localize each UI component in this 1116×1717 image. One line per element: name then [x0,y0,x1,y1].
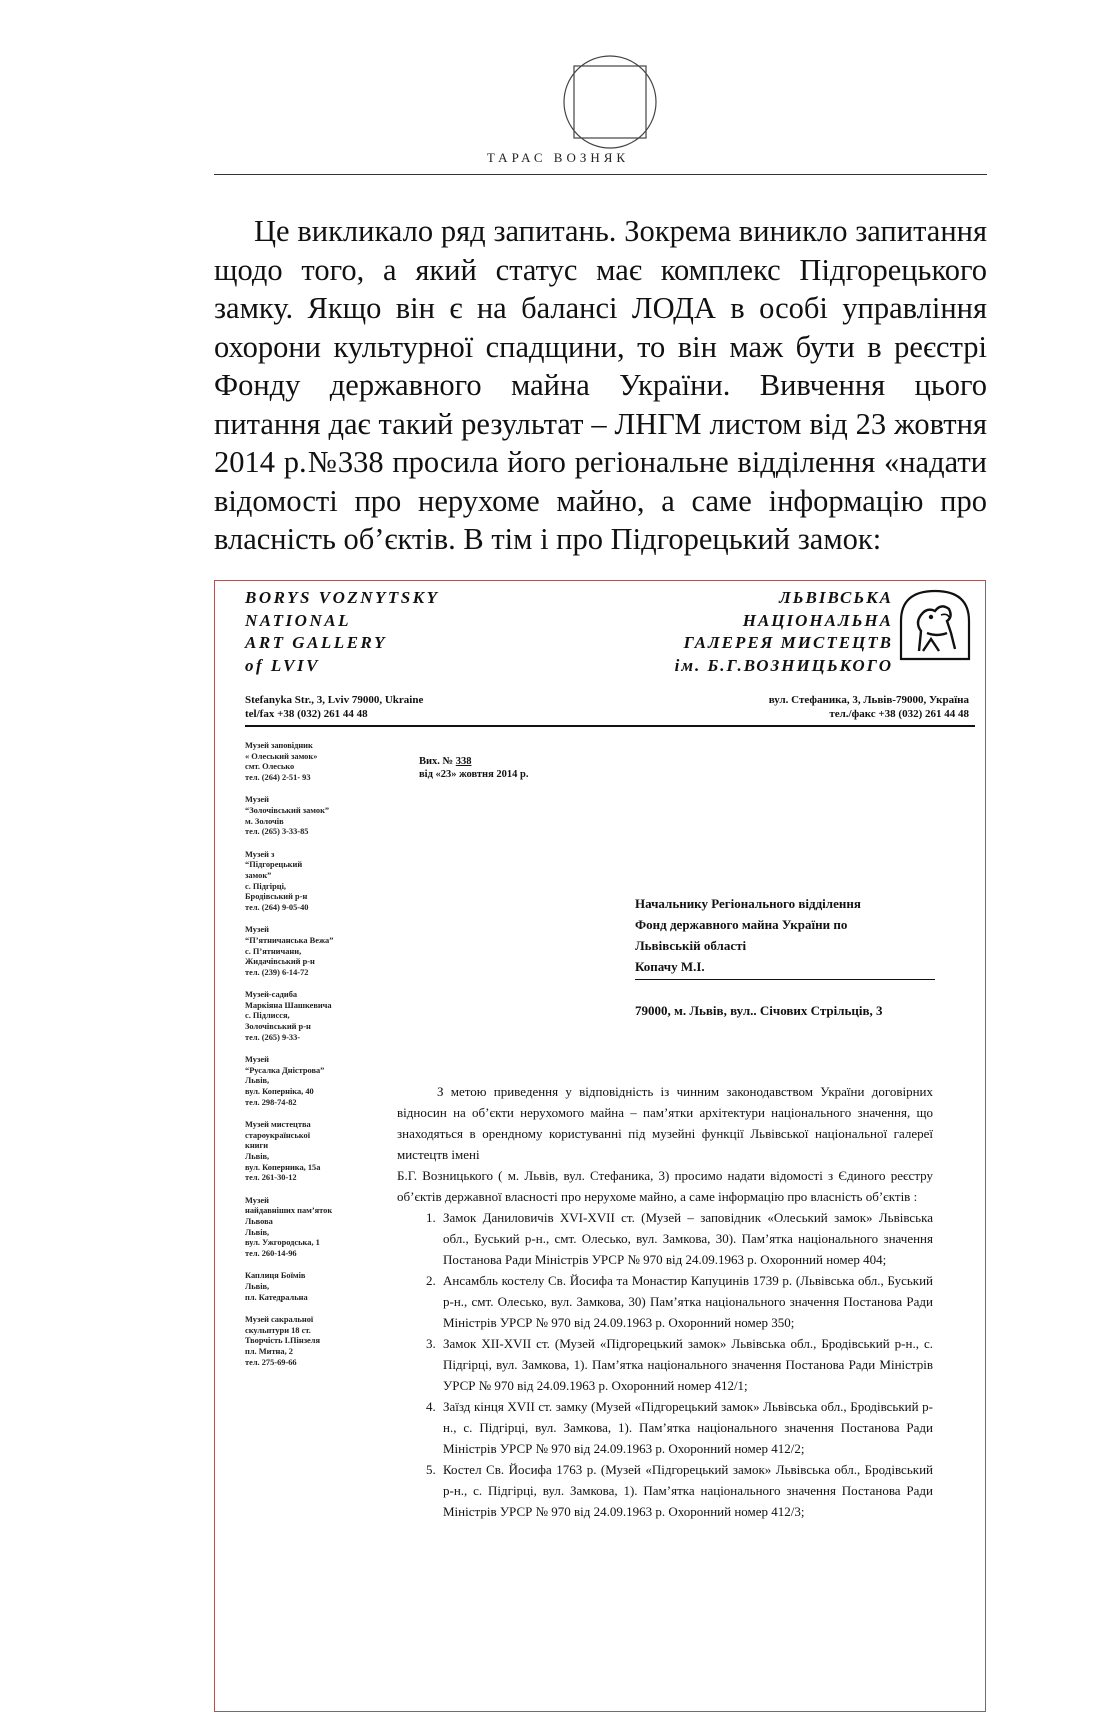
museum-line: скульптури 18 ст. [245,1325,311,1335]
recipient-line: Фонд державного майна України по [635,917,848,932]
museum-line: найдавніших пам’яток [245,1206,333,1216]
museum-line: пл. Катедральна [245,1292,308,1302]
museum-entry [245,1315,385,1368]
reference-date: від «23» жовтня 2014 р. [419,769,529,780]
address-english [245,693,423,721]
museum-entry [245,1196,385,1260]
running-header-author: ТАРАС ВОЗНЯК [486,150,630,165]
museum-entry [245,1120,385,1184]
museum-line: “Русалка Дністрова” [245,1065,325,1075]
museum-line: с. Підлисся, [245,1011,290,1021]
museum-line: тел. 260-14-96 [245,1248,297,1258]
recipient-address: 79000, м. Львів, вул.. Січових Стрільців, 3 [635,1003,883,1018]
museum-line: Музей сакральної [245,1315,314,1325]
header-divider [214,174,987,175]
letterhead-en-line: BORYS VOZNYTSKY [245,588,440,607]
museum-line: “Підгорецький [245,860,303,870]
address-uk-line: тел./факс +38 (032) 261 44 48 [829,708,969,720]
museum-line: вул. Коперника, 15а [245,1162,321,1172]
museum-line: « Олеський замок» [245,751,318,761]
museum-line: Творчість І.Пінзеля [245,1336,321,1346]
museum-line: книги [245,1141,269,1151]
museum-line: смт. Олесько [245,762,295,772]
museum-entry [245,1055,385,1108]
embedded-letter [214,580,986,1712]
reference-number-line [419,755,529,768]
address-ukrainian [769,693,969,721]
museum-line: замок” [245,870,272,880]
museum-line: Львів, [245,1076,270,1086]
museum-line: Музей-садиба [245,990,298,1000]
letterhead-uk-line: ГАЛЕРЕЯ МИСТЕЦТВ [683,633,893,652]
author-logo-icon [560,52,660,152]
address-en-line: Stefanyka Str., 3, Lviv 79000, Ukraine [245,694,424,706]
letter-intro-continued: Б.Г. Возницького ( м. Львів, вул. Стефаника, 3) просимо надати відомості з Єдиного реєстру об’єктів державної власності про нерухоме майно, а саме інформацію про власність об’єктів : [397,1168,933,1204]
museum-line: староукраїнської [245,1130,311,1140]
reference-number: 338 [455,756,472,767]
gallery-lion-emblem-icon [897,587,973,663]
letterhead-uk-line: ЛЬВІВСЬКА [779,588,893,607]
letterhead-divider [245,725,975,727]
letterhead-ukrainian [675,587,893,677]
recipient-line: Львівській області [635,938,747,953]
letterhead-en-line: ART GALLERY [245,633,387,652]
body-paragraph [214,212,987,559]
museum-line: Львів, [245,1152,270,1161]
museum-line: тел. 275-69-66 [245,1357,297,1367]
museum-line: Музей [245,795,269,805]
address-uk-line: вул. Стефаника, 3, Львів-79000, Україна [768,694,969,706]
letterhead-en-line: of LVIV [245,655,320,675]
museum-line: тел. (239) 6-14-72 [245,967,309,977]
museum-line: Жидачівський р-н [245,957,315,967]
recipient-line: Начальнику Регіонального відділення [635,896,861,911]
recipient-divider [635,979,935,980]
museum-line: вул. Ужгородська, 1 [245,1238,320,1248]
museum-line: “П’ятничанська Вежа” [245,935,334,945]
museum-line: тел. (264) 9-05-40 [245,902,309,912]
museum-entry [245,795,385,837]
museum-line: тел. 298-74-82 [245,1097,297,1107]
museum-line: Музей мистецтва [245,1120,311,1130]
letterhead-english [245,587,439,677]
museum-line: Музей [245,1055,269,1065]
letter-body [397,1081,933,1522]
museum-line: Львів, [245,1227,270,1237]
property-item: 1. Замок Даниловичів XVI-XVII ст. (Музей – заповідник «Олеський замок» Львівська обл., Буський р-н., смт. Олесько, вул. Замкова, 30). Пам’ятка національного значення Постанова Ради Міністрів УРСР № 970 від 24.09.1963 р. Охоронний номер 404; [439,1207,933,1270]
recipient-block [635,893,861,977]
museum-line: Золочівський р-н [245,1022,311,1032]
museum-line: тел. 261-30-12 [245,1173,297,1183]
museum-line: Музей [245,1195,269,1205]
property-list [397,1207,933,1522]
museum-line: Музей заповідник [245,741,313,750]
museum-line: тел. (265) 9-33- [245,1032,301,1042]
museum-line: с. Підгірці, [245,881,287,891]
museum-line: “Золочівський замок” [245,805,330,815]
museum-entry [245,925,385,978]
museum-entry [245,1271,385,1303]
museum-entry [245,741,385,783]
museum-line: Маркіяна Шашкевича [245,1000,332,1010]
letterhead-uk-line: НАЦІОНАЛЬНА [742,610,893,630]
letterhead-uk-line: ім. Б.Г.ВОЗНИЦЬКОГО [674,655,893,675]
museum-line: Бродівський р-н [245,892,308,902]
museum-list [245,741,385,1380]
museum-line: Каплиця Боїмів [245,1271,306,1281]
property-item: 3. Замок XII-XVII ст. (Музей «Підгорецький замок» Львівська обл., Бродівський р-н., с. Підгірці, вул. Замкова, 1). Пам’ятка національного значення Постанова Ради Міністрів УРСР № 970 від 24.09.1963 р. Охоронний номер 412/1; [439,1333,933,1396]
letterhead-en-line: NATIONAL [245,610,351,630]
museum-line: тел. (265) 3-33-85 [245,827,309,837]
museum-line: Львова [245,1216,273,1226]
museum-line: Львів, [245,1281,270,1291]
property-item: 5. Костел Св. Йосифа 1763 р. (Музей «Підгорецький замок» Львівська обл., Бродівський р-н., с. Підгірці, вул. Замкова, 1). Пам’ятка національного значення Постанова Ради Міністрів УРСР № 970 від 24.09.1963 р. Охоронний номер 412/3; [439,1459,933,1522]
museum-entry [245,850,385,914]
museum-line: тел. (264) 2-51- 93 [245,772,311,782]
reference-label: Вих. № [419,756,456,767]
property-item: 4. Заїзд кінця XVII ст. замку (Музей «Підгорецький замок» Львівська обл., Бродівський р-н., с. Підгірці, вул. Замкова, 1). Пам’ятка національного значення Постанова Ради Міністрів УРСР № 970 від 24.09.1963 р. Охоронний номер 412/2; [439,1396,933,1459]
museum-line: вул. Коперніка, 40 [245,1087,314,1097]
museum-entry [245,990,385,1043]
letter-intro: З метою приведення у відповідність із чинним законодавством України договірних відносин на об’єкти нерухомого майна – пам’ятки архітектури національного значення, що знаходяться в орендному користуванні під музейні функції Львівської національної галереї мистецтв імені [397,1084,933,1162]
body-paragraph-text: Це викликало ряд запитань. Зокрема виникло запитання щодо того, а який статус має комплекс Підгорецького замку. Якщо він є на балансі ЛОДА в особі управління охорони культурної спадщини, то він маж бути в реєстрі Фонду державного майна України. Вивчення цього питання дає такий результат – ЛНГМ листом від 23 жовтня 2014 р.№338 просила його регіональне відділення «надати відомості про нерухоме майно, а саме інформацію про власність об’єктів. В тім і про Підгорецький замок: [214,214,987,556]
property-item: 2. Ансамбль костелу Св. Йосифа та Монастир Капуцинів 1739 р. (Львівська обл., Буський р-н., смт. Олесько, вул. Замкова, 30) Пам’ятка національного значення Постанова Ради Міністрів УРСР № 970 від 24.09.1963 р. Охоронний номер 350; [439,1270,933,1333]
museum-line: с. П’ятничани, [245,946,302,956]
museum-line: Музей з [245,849,275,859]
museum-line: пл. Митна, 2 [245,1346,293,1356]
outgoing-reference [419,755,529,781]
recipient-line: Копачу М.І. [635,959,705,974]
museum-line: м. Золочів [245,816,284,826]
museum-line: Музей [245,925,269,935]
address-en-line: tel/fax +38 (032) 261 44 48 [245,708,368,720]
